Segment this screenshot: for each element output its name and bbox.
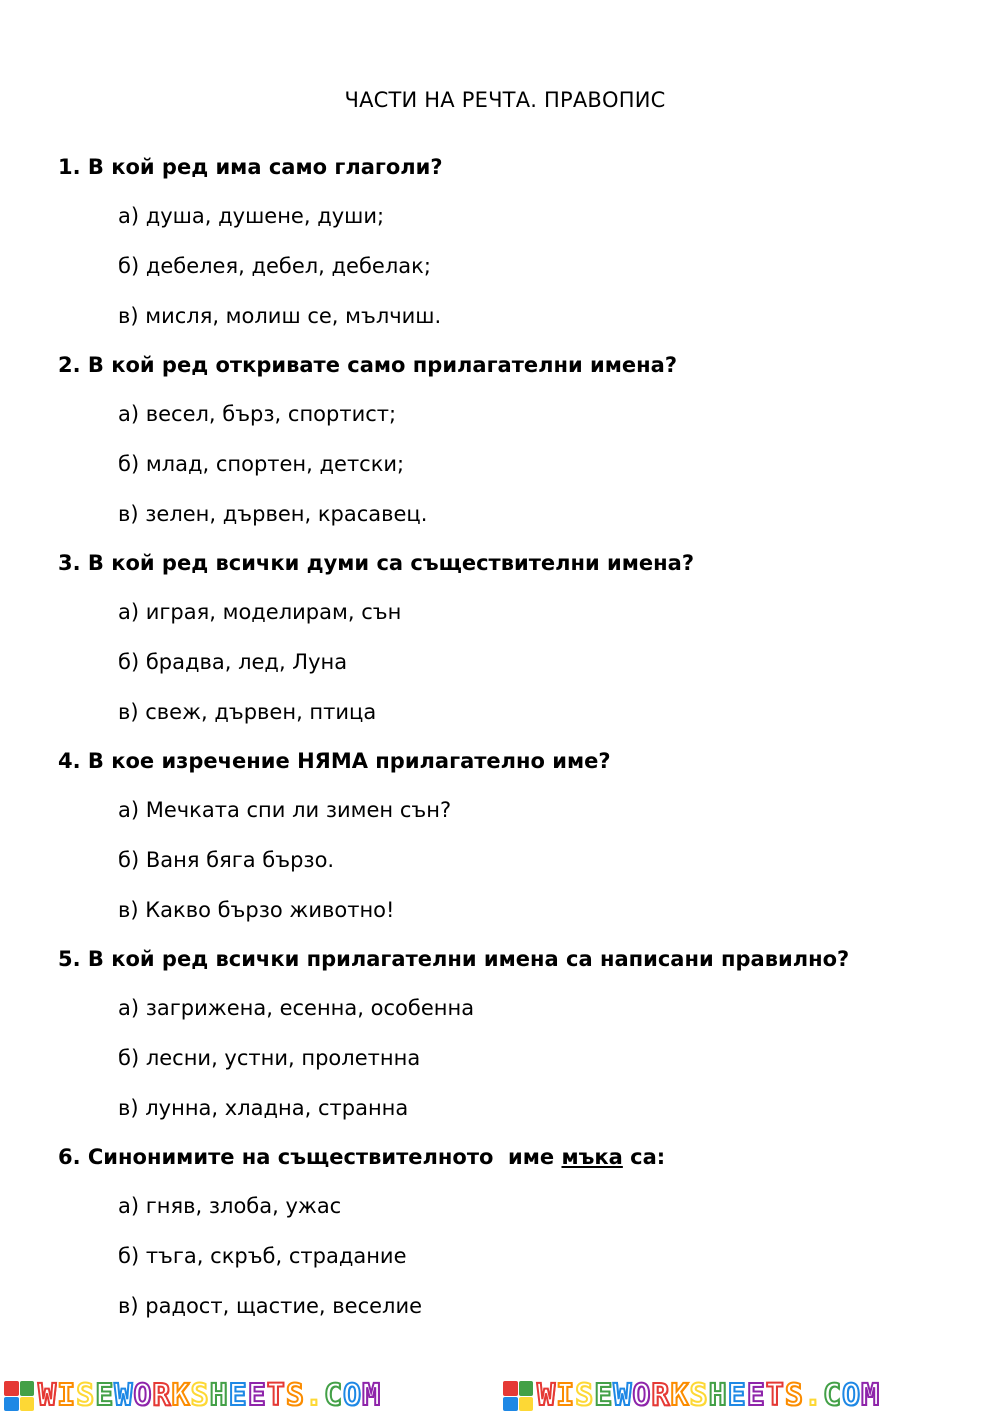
logo-square-1 <box>4 1381 19 1396</box>
watermark-letter: C <box>323 1378 343 1413</box>
watermark-letter: O <box>842 1378 862 1413</box>
wise-logo-icon <box>4 1381 34 1411</box>
option-3c: в) свеж, дървен, птица <box>118 700 377 724</box>
watermark-letter: W <box>38 1378 58 1413</box>
watermark-letter: T <box>765 1378 785 1413</box>
footer-watermark <box>0 1379 1000 1413</box>
option-1b: б) дебелея, дебел, дебелак; <box>118 254 431 278</box>
watermark-letter: E <box>727 1378 747 1413</box>
watermark-letter: T <box>266 1378 286 1413</box>
question-3: 3. В кой ред всички думи са съществителни имена? <box>58 551 695 575</box>
watermark-letter: I <box>57 1378 77 1413</box>
question-2: 2. В кой ред откривате само прилагателни имена? <box>58 353 678 377</box>
watermark-letter: O <box>343 1378 363 1413</box>
option-1c: в) мисля, молиш се, мълчиш. <box>118 304 442 328</box>
watermark-letter: E <box>746 1378 766 1413</box>
option-4c: в) Какво бързо животно! <box>118 898 395 922</box>
watermark-letter: S <box>76 1378 96 1413</box>
logo-square-3 <box>503 1397 518 1412</box>
watermark-letter: E <box>247 1378 267 1413</box>
watermark-letter: K <box>171 1378 191 1413</box>
question-1: 1. В кой ред има само глаголи? <box>58 155 443 179</box>
watermark-letter: M <box>861 1378 881 1413</box>
watermark-letter: C <box>822 1378 842 1413</box>
question-6-text-end: са: <box>622 1145 666 1169</box>
watermark-letter: O <box>133 1378 153 1413</box>
option-5c: в) лунна, хладна, странна <box>118 1096 409 1120</box>
watermark-letter: H <box>708 1378 728 1413</box>
watermark-letter: W <box>613 1378 633 1413</box>
watermark-letter: O <box>632 1378 652 1413</box>
logo-square-3 <box>4 1397 19 1412</box>
option-2a: а) весел, бърз, спортист; <box>118 402 397 426</box>
question-4: 4. В кое изречение НЯМА прилагателно име? <box>58 749 611 773</box>
option-3b: б) брадва, лед, Луна <box>118 650 348 674</box>
watermark-letter: S <box>784 1378 804 1413</box>
option-6b: б) тъга, скръб, страдание <box>118 1244 407 1268</box>
watermark-letter: S <box>689 1378 709 1413</box>
page-title: ЧАСТИ НА РЕЧТА. ПРАВОПИС <box>344 88 666 112</box>
watermark-letter: W <box>114 1378 134 1413</box>
option-1a: а) душа, душене, души; <box>118 204 385 228</box>
watermark-letter: S <box>285 1378 305 1413</box>
watermark-letter: H <box>209 1378 229 1413</box>
watermark-letter: R <box>651 1378 671 1413</box>
logo-square-2 <box>20 1381 35 1396</box>
watermark-letter: S <box>575 1378 595 1413</box>
question-6 <box>58 1145 665 1169</box>
option-5a: а) загрижена, есенна, особенна <box>118 996 475 1020</box>
wise-logo-icon <box>503 1381 533 1411</box>
option-2b: б) млад, спортен, детски; <box>118 452 405 476</box>
question-5: 5. В кой ред всички прилагателни имена са написани правилно? <box>58 947 850 971</box>
watermark-letter: I <box>556 1378 576 1413</box>
logo-square-4 <box>519 1397 534 1412</box>
watermark-letter: E <box>594 1378 614 1413</box>
question-6-underlined-word: мъка <box>561 1145 623 1169</box>
option-4a: а) Мечката спи ли зимен сън? <box>118 798 452 822</box>
logo-square-1 <box>503 1381 518 1396</box>
watermark-letter: S <box>190 1378 210 1413</box>
watermark-letter: K <box>670 1378 690 1413</box>
option-5b: б) лесни, устни, пролетнна <box>118 1046 421 1070</box>
option-6a: а) гняв, злоба, ужас <box>118 1194 342 1218</box>
option-2c: в) зелен, дървен, красавец. <box>118 502 428 526</box>
watermark-letter: E <box>228 1378 248 1413</box>
option-4b: б) Ваня бяга бързо. <box>118 848 335 872</box>
logo-square-2 <box>519 1381 534 1396</box>
watermark-text-1 <box>38 1379 381 1413</box>
logo-square-4 <box>20 1397 35 1412</box>
watermark-left <box>4 1379 381 1413</box>
watermark-letter: R <box>152 1378 172 1413</box>
watermark-letter: . <box>304 1378 324 1413</box>
watermark-letter: M <box>362 1378 382 1413</box>
watermark-text-2 <box>537 1379 880 1413</box>
option-6c: в) радост, щастие, веселие <box>118 1294 423 1318</box>
option-3a: а) играя, моделирам, сън <box>118 600 402 624</box>
watermark-letter: W <box>537 1378 557 1413</box>
question-6-text: 6. Синонимите на съществителното име <box>58 1145 562 1169</box>
watermark-letter: E <box>95 1378 115 1413</box>
watermark-right <box>503 1379 880 1413</box>
watermark-letter: . <box>803 1378 823 1413</box>
